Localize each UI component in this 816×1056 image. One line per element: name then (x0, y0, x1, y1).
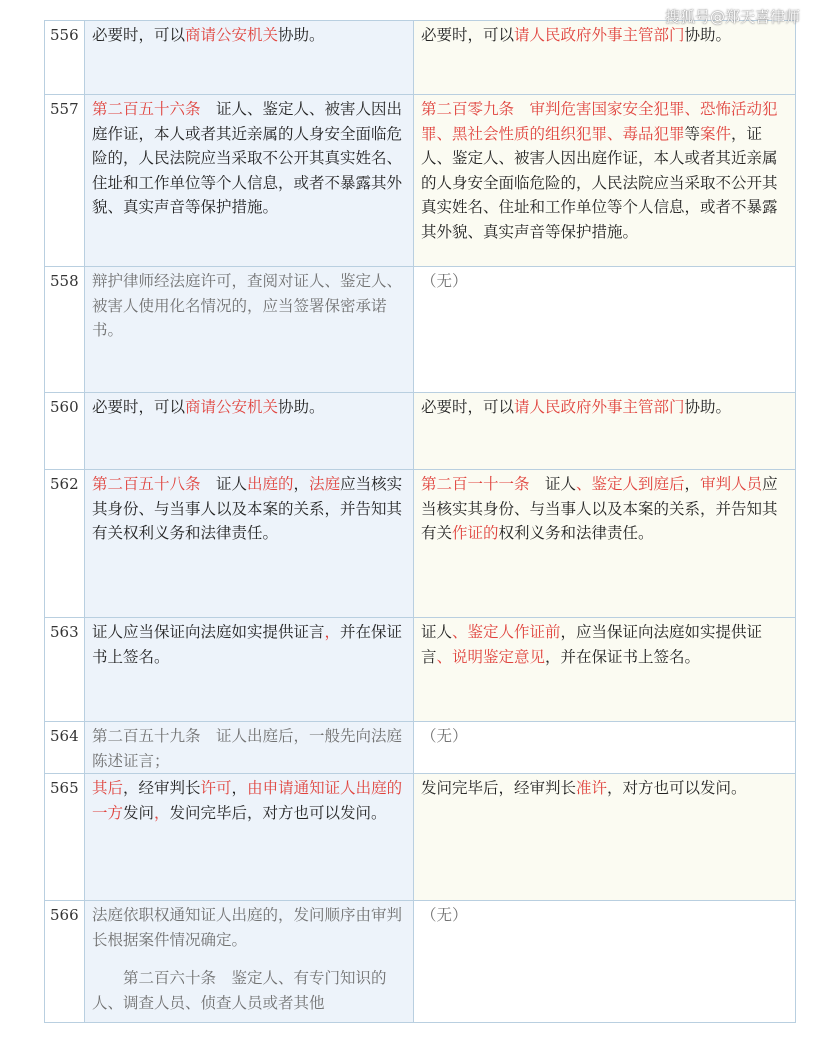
provision-text: 协助。 (278, 26, 325, 44)
old-provision (85, 618, 414, 722)
new-provision (414, 618, 796, 722)
provision-text: 证人、鉴定人、被害人因出庭作证，本人或者其近亲属的人身安全面临危险的，人民法院应当采取不公开其真实姓名、住址和工作单位等个人信息，或者不暴露其外貌、真实声音等保护措施。 (92, 100, 403, 216)
provision-text: （无） (421, 906, 468, 924)
watermark: 搜狐号@郑天喜律师 (664, 8, 800, 26)
highlighted-text: 、鉴定人到庭后 (576, 475, 685, 493)
row-number: 556 (45, 21, 85, 95)
provision-text: 应当核实其身份、与当事人以及本案的关系，并告知其有关权利义务和法律责任。 (92, 475, 403, 542)
provision-text: 等 (684, 124, 701, 143)
table-row (45, 618, 796, 722)
provision-text: （无） (421, 727, 468, 745)
highlighted-text: 商请公安机关 (185, 26, 279, 44)
comparison-table (44, 20, 796, 1023)
provision-text: ， (293, 475, 310, 493)
table-row (45, 470, 796, 618)
highlighted-text: 准许 (576, 779, 608, 797)
provision-text: 证人应当保证向法庭如实提供证言 (92, 623, 325, 641)
highlighted-text: 请人民政府外事主管部门 (514, 26, 685, 44)
provision-text: 必要时，可以 (421, 398, 515, 416)
provision-text: 协助。 (684, 398, 732, 416)
provision-text: （无） (421, 272, 468, 290)
table-row (45, 95, 796, 267)
highlighted-text: 商请公安机关 (185, 398, 279, 416)
table-row (45, 21, 796, 95)
highlighted-text: 其后 (92, 779, 124, 797)
old-provision (85, 901, 414, 1023)
highlighted-text: 、鉴定人作证前 (452, 623, 561, 641)
table-row (45, 722, 796, 774)
provision-text: ，经审判长 (123, 779, 201, 797)
highlighted-text: 由申请通知证人出庭的一方 (92, 779, 403, 822)
highlighted-text: 出庭的 (247, 475, 294, 493)
highlighted-text: 第二百一十一条 (421, 475, 530, 493)
row-number: 557 (45, 95, 85, 267)
provision-text: 协助。 (684, 26, 732, 44)
provision-text: 第二百五十九条 证人出庭后，一般先向法庭陈述证言； (92, 727, 403, 770)
old-provision (85, 470, 414, 618)
highlighted-text: 第二百五十八条 (92, 475, 201, 493)
row-number: 566 (45, 901, 85, 1023)
highlighted-text: 案件 (700, 124, 732, 143)
table-row (45, 774, 796, 901)
old-provision (85, 774, 414, 901)
provision-text: ，证人、鉴定人、被害人因出庭作证，本人或者其近亲属的人身安全面临危险的，人民法院应当采取不公开其真实姓名、住址和工作单位等个人信息，或者不暴露其外貌、真实声音等保护措施。 (421, 124, 778, 241)
highlighted-text: 、说明鉴定意见 (436, 647, 546, 666)
highlighted-text: 第二百五十六条 (92, 100, 201, 118)
new-provision (414, 901, 796, 1023)
highlighted-text: 法庭 (309, 475, 341, 493)
provision-text: 发问完毕后，经审判长 (421, 779, 577, 797)
highlighted-text: 请人民政府外事主管部门 (514, 398, 685, 416)
provision-text: 权利义务和法律责任。 (498, 524, 654, 542)
new-provision (414, 21, 796, 95)
row-number: 564 (45, 722, 85, 774)
highlighted-text: 审判人员 (700, 475, 763, 493)
table-row (45, 901, 796, 1023)
highlighted-text: 许可 (200, 779, 232, 797)
highlighted-text: ， (154, 803, 170, 822)
new-provision (414, 470, 796, 618)
highlighted-text: 作证的 (452, 524, 499, 542)
provision-text: 证人 (529, 475, 577, 493)
old-provision (85, 21, 414, 95)
new-provision (414, 722, 796, 774)
provision-text: 第二百六十条 鉴定人、有专门知识的人、调查人员、侦查人员或者其他 (92, 969, 387, 1012)
provision-text: 证人 (421, 623, 453, 641)
new-provision (414, 774, 796, 901)
provision-text: ，对方也可以发问。 (607, 779, 747, 797)
old-provision (85, 267, 414, 393)
table-row (45, 267, 796, 393)
provision-text: 证人 (200, 475, 248, 493)
provision-text: 必要时，可以 (421, 26, 515, 44)
new-provision (414, 95, 796, 267)
highlighted-text: 第二百零九条 审判危害国家安全犯罪、恐怖活动犯罪、黑社会性质的组织犯罪、毒品犯罪 (421, 100, 778, 143)
provision-text: 并在保证书上签名。 (92, 623, 403, 666)
old-provision (85, 393, 414, 470)
provision-text: 辩护律师经法庭许可，查阅对证人、鉴定人、被害人使用化名情况的，应当签署保密承诺书。 (92, 272, 403, 339)
provision-text: 必要时，可以 (92, 26, 186, 44)
provision-text: 发问 (123, 803, 155, 822)
new-provision (414, 267, 796, 393)
old-provision (85, 95, 414, 267)
provision-text: ，应当保证向法庭如实提供证言 (421, 623, 763, 666)
new-provision (414, 393, 796, 470)
provision-text: ， (231, 779, 248, 797)
row-number: 558 (45, 267, 85, 393)
table-row (45, 393, 796, 470)
row-number: 563 (45, 618, 85, 722)
row-number: 560 (45, 393, 85, 470)
provision-text: 法庭依职权通知证人出庭的，发问顺序由审判长根据案件情况确定。 (92, 906, 403, 949)
provision-text: ， (684, 475, 701, 493)
row-number: 562 (45, 470, 85, 618)
provision-text: 协助。 (278, 398, 325, 416)
row-number: 565 (45, 774, 85, 901)
provision-text: 必要时，可以 (92, 398, 186, 416)
provision-text: ，并在保证书上签名。 (545, 647, 701, 666)
old-provision (85, 722, 414, 774)
highlighted-text: ， (324, 623, 341, 641)
provision-text: 发问完毕后，对方也可以发问。 (169, 803, 387, 822)
provision-text: 应当核实其身份、与当事人以及本案的关系，并告知其有关 (421, 475, 778, 542)
